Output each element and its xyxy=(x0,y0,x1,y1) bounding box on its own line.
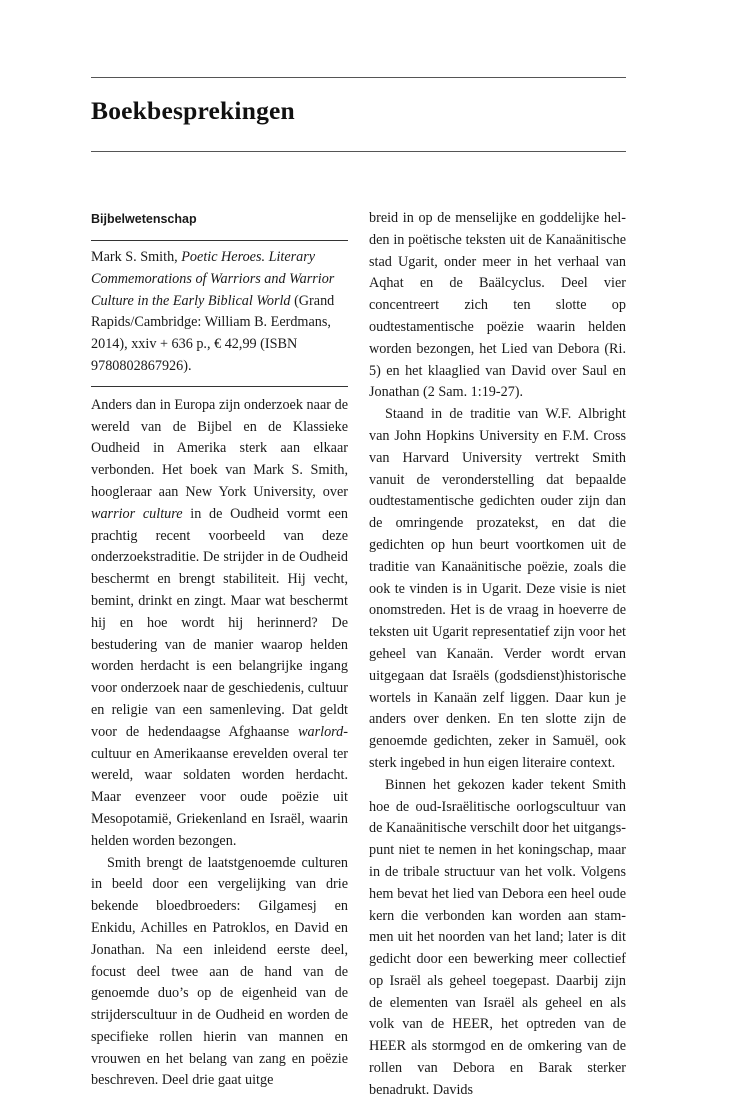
bibliographic-entry xyxy=(91,247,348,378)
bib-publication: (Grand Rapids/Cambridge: William B. Eerdmans, 2014), xxiv + 636 p., € 42,99 (ISBN 9780802867926). xyxy=(91,292,335,374)
paragraph xyxy=(91,395,348,853)
paragraph: Binnen het gekozen kader tekent Smith hoe de oud-Israëlitische oorlogscultuur van de Kanaänitische verschilt door het uitgangspunt niet te nemen in het koningschap, maar in de tribale structuur van het volk. Volgens hem bevat het lied van Debora een heel oude kern die verbonden kan worden aan stammen uit het noorden van het land; later is dit gedicht door een bewerking meer collectief op Israël als geheel toegepast. Daarbij zijn de elementen van Israël als geheel en als volk van de HEER, het optreden van de HEER als stormgod en de omkering van de rollen van Debora en Barak sterker benadrukt. Davids xyxy=(369,776,626,1098)
bib-book-title: Poetic Heroes. Literary Commemorations of Warriors and Warrior Culture in the Early Biblical World xyxy=(91,249,335,309)
paragraph: breid in op de menselijke en goddelijke helden in poëtische teksten uit de Kanaänitische stad Ugarit, onder meer in het verhaal van Aqhat en de Baälcyclus. Deel vier concentreert zich ten slotte op oudtestamentische poëzie waarin helden worden bezongen, het Lied van Debora (Ri. 5) en het klaaglied van David over Saul en Jonathan (2 Sam. 1:19-27). xyxy=(369,210,626,401)
emphasis: warrior culture xyxy=(91,505,183,522)
bibliography-divider xyxy=(91,386,348,387)
top-rule xyxy=(91,77,626,78)
left-column xyxy=(91,208,348,1092)
right-body-text xyxy=(369,208,626,1102)
text-run: -cultuur en Amerikaanse erevelden overal ter wereld, waar soldaten worden herdacht. Maar evenzeer voor oude poëzie uit Mesopotamië, Griekenland en Israël, waarin helden worden bezongen. xyxy=(91,723,348,849)
section-heading: Bijbelwetenschap xyxy=(91,212,197,226)
left-body-text xyxy=(91,395,348,1093)
emphasis: warlord xyxy=(298,723,344,740)
text-run: in de Oudheid vormt een prachtig recent voorbeeld van deze onderzoekstraditie. De strijder in de Oudheid beschermt en brengt stabiliteit. Hij vecht, bemint, drinkt en zingt. Maar wat beschermt hij en hoe wordt hij herinnerd? De bestudering van de manier waarop helden worden herdacht is een belangrijke ingang voor onderzoek naar de geschiedenis, cultuur en religie van een samenleving. Dat geldt voor de hedendaagse Afghaanse xyxy=(91,505,348,740)
paragraph: Smith brengt de laatstgenoemde culturen in beeld door een vergelijking van drie bekende bloedbroeders: Gilgamesj en Enkidu, Achilles en Patroklos, en David en Jonathan. Na een inleidend eerste deel, focust deel twee aan de hand van de genoemde duo’s op de eigenheid van de strijderscultuur in de Oudheid en worden de specifieke rollen hierin van mannen en vrouwen en het belang van zang en poëzie beschreven. Deel drie gaat uitge xyxy=(91,854,348,1089)
section-divider xyxy=(91,240,348,241)
bib-author: Mark S. Smith, xyxy=(91,249,182,265)
text-run: Anders dan in Europa zijn onderzoek naar de wereld van de Bijbel en de Klassieke Oudheid in Amerika sterk aan elkaar verbonden. Het boek van Mark S. Smith, hoogleraar aan New York University, over xyxy=(91,396,348,500)
page-title: Boekbesprekingen xyxy=(91,96,295,125)
right-column xyxy=(369,208,626,1102)
title-rule xyxy=(91,151,626,152)
paragraph: Staand in de traditie van W.F. Albright van John Hopkins University en F.M. Cross van Harvard University vertrekt Smith vanuit de veronderstelling dat bepaalde oudtestamentische gedichten ouder zijn dan de omringende prozatekst, en dat die gedichten op hun beurt voortkomen uit de traditie van Kanaänitische poëzie, zoals die ook te vinden is in Ugarit. Deze visie is niet onomstreden. Het is de vraag in hoeverre de teksten uit Ugarit representatief zijn voor het geheel van Kanaän. Verder wordt ervan uitgegaan dat Israëls (godsdienst)historische wortels in Kanaän zelf liggen. Daar kun je anders over denken. En ten slotte zijn de genoemde gedichten, zeker in Samuël, ook sterk ingebed in hun eigen literaire context. xyxy=(369,406,626,771)
